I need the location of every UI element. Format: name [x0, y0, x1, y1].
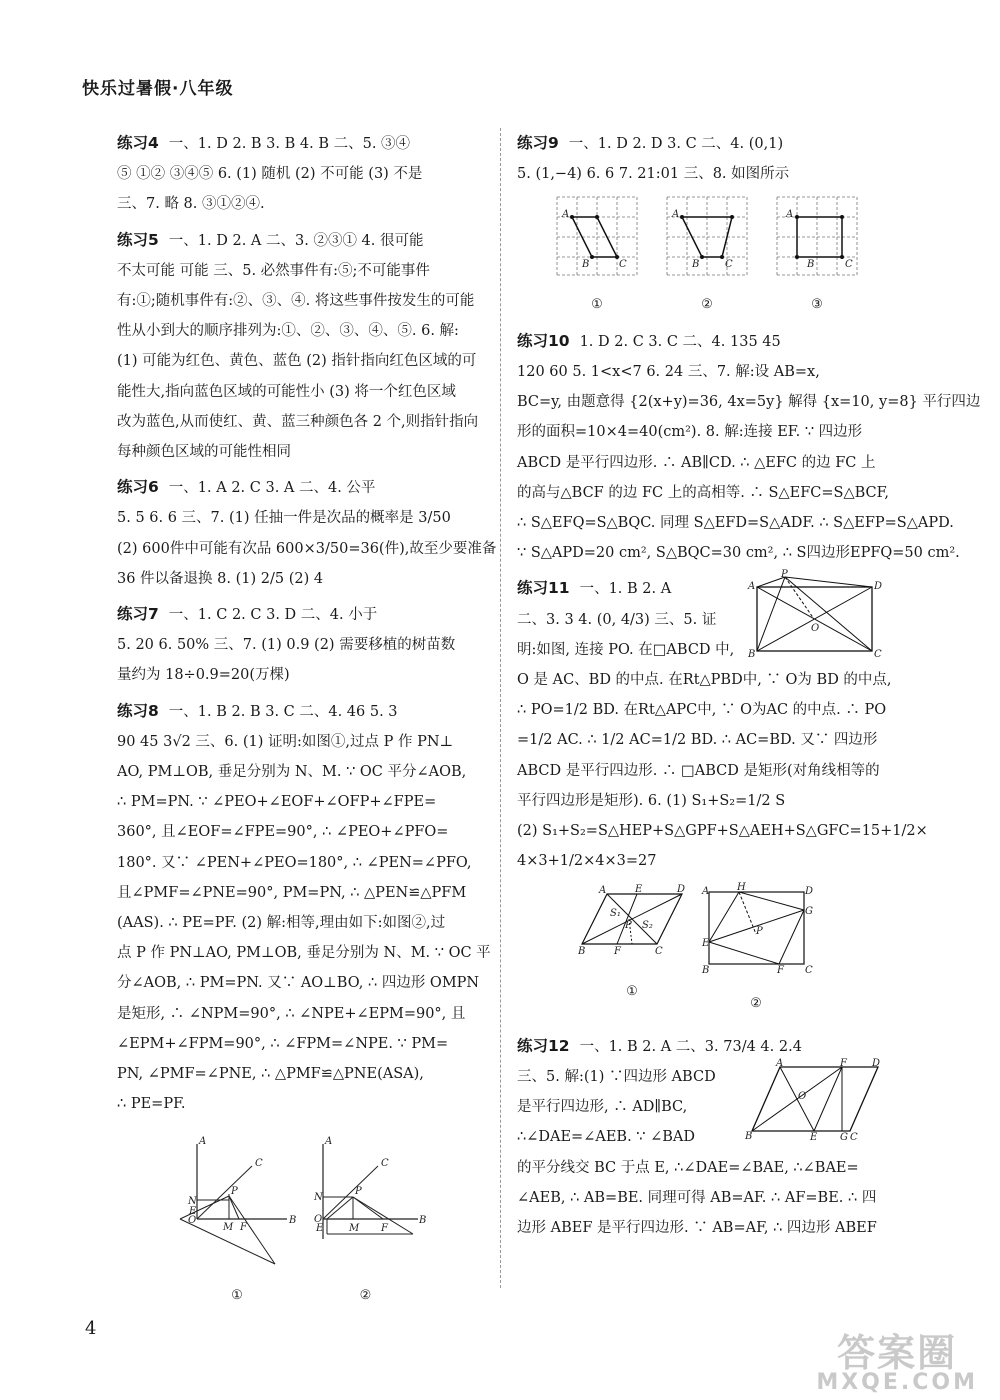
exercise-title: 练习7 [117, 605, 159, 624]
watermark-logo [816, 1331, 978, 1395]
answer-line: ABCD 是平行四边形. ∴ □ABCD 是矩形(对角线相等的 [517, 762, 880, 779]
figure-caption: ② [701, 296, 713, 312]
svg-text:C: C [255, 1157, 263, 1169]
exercise-title: 练习12 [517, 1036, 570, 1055]
answer-line: 三、5. 解:(1) ∵四边形 ABCD [517, 1069, 716, 1086]
answer-line: 量约为 18÷0.9=20(万棵) [117, 667, 290, 684]
parallelogram-figure-1 [577, 884, 687, 1018]
svg-text:E: E [702, 938, 710, 950]
answer-line: 明:如图, 连接 PO. 在□ABCD 中, [517, 641, 735, 658]
svg-text:N: N [314, 1191, 323, 1203]
svg-text:B: B [748, 649, 756, 661]
svg-text:F: F [240, 1221, 247, 1233]
grid-square [772, 195, 862, 277]
answer-line: 一、1. D 2. A 二、3. ②③① 4. 很可能 [168, 232, 424, 249]
answer-line: ∠EPM+∠FPM=90°, ∴ ∠FPM=∠NPE. ∵ PM= [117, 1035, 449, 1052]
svg-text:A: A [672, 209, 680, 221]
geometry-figure [303, 1134, 428, 1269]
svg-text:D: D [874, 581, 883, 593]
answer-line: 是矩形, ∴ ∠NPM=90°, ∴ ∠NPE+∠EPM=90°, 且 [117, 1005, 466, 1022]
answer-line: 改为蓝色,从而使红、黄、蓝三种颜色各 2 个,则指针指向 [117, 413, 479, 430]
answer-line: 能性大,指向蓝色区域的可能性小 (3) 将一个红色区域 [117, 383, 456, 400]
svg-text:C: C [725, 259, 733, 271]
svg-text:S₂: S₂ [642, 920, 653, 932]
answer-line: (AAS). ∴ PE=PF. (2) 解:相等,理由如下:如图②,过 [117, 915, 446, 932]
answer-line: 4×3+1/2×4×3=27 [517, 853, 657, 870]
answer-line: 1. D 2. C 3. C 二、4. 135 45 [579, 333, 781, 350]
answer-line: 180°. 又∵ ∠PEN+∠PEO=180°, ∴ ∠PEN=∠PFO, [117, 854, 472, 871]
svg-text:S₁: S₁ [610, 908, 621, 920]
svg-text:E: E [189, 1205, 197, 1217]
svg-text:A: A [702, 886, 710, 898]
answer-line: 性从小到大的顺序排列为:①、②、③、④、⑤. 6. 解: [117, 323, 459, 340]
figure-caption: ① [591, 296, 603, 312]
svg-text:E: E [635, 884, 643, 896]
svg-text:D: D [872, 1057, 881, 1069]
answer-line: 一、1. B 2. B 3. C 二、4. 46 5. 3 [168, 703, 398, 720]
svg-text:F: F [777, 965, 784, 977]
answer-line: 120 60 5. 1<x<7 6. 24 三、7. 解:设 AB=x, [517, 364, 820, 381]
svg-text:B: B [702, 965, 710, 977]
svg-text:P: P [781, 569, 788, 581]
answer-line: 一、1. D 2. B 3. B 4. B 二、5. ③④ [168, 136, 411, 152]
exercise-4 [117, 128, 482, 220]
exercise-8 [117, 696, 491, 1120]
exercise-title: 练习5 [117, 230, 159, 249]
svg-text:F: F [614, 946, 621, 958]
answer-line: 的高与△BCF 的边 FC 上的高相等. ∴ S△EFC=S△BCF, [517, 484, 890, 501]
exercise-title: 练习8 [117, 701, 159, 720]
exercise-title: 练习11 [517, 579, 570, 598]
svg-text:P: P [355, 1185, 362, 1197]
svg-text:A: A [562, 209, 570, 221]
figure-caption: ② [359, 1287, 372, 1303]
grid-figure-2 [662, 195, 752, 319]
svg-text:N: N [188, 1195, 197, 1207]
right-column [517, 128, 981, 1248]
answer-line: 平行四边形是矩形). 6. (1) S₁+S₂=1/2 S [517, 792, 786, 809]
svg-text:A: A [325, 1135, 333, 1147]
parallelogram-figure [742, 1057, 882, 1143]
answer-line: ∵ S△APD=20 cm², S△BQC=30 cm², ∴ S四边形EPFQ=50 cm². [517, 545, 960, 562]
figure-caption: ① [626, 983, 638, 999]
svg-text:O: O [798, 1090, 807, 1102]
exercise-title: 练习6 [117, 478, 159, 497]
figure-angle-bisector-2 [303, 1134, 428, 1311]
svg-text:G: G [805, 906, 813, 918]
svg-text:C: C [381, 1157, 389, 1169]
exercise-8-figures [177, 1134, 482, 1311]
exercise-5 [117, 225, 482, 468]
svg-text:B: B [582, 259, 590, 271]
answer-line: ∴ S△EFQ=S△BQC. 同理 S△EFD=S△ADF. ∴ S△EFP=S△APD. [517, 515, 954, 532]
column-divider [500, 128, 501, 1288]
answer-line: 分∠AOB, ∴ PM=PN. 又∵ AO⊥BO, ∴ 四边形 OMPN [117, 975, 480, 992]
exercise-title: 练习10 [517, 331, 570, 350]
exercise-11-figures [577, 884, 882, 1018]
exercise-6 [117, 472, 497, 594]
left-column [117, 128, 497, 1317]
svg-text:O: O [188, 1214, 197, 1226]
answer-line: 360°, 且∠EOF=∠FPE=90°, ∴ ∠PEO+∠PFO= [117, 824, 449, 841]
svg-text:B: B [745, 1130, 753, 1142]
svg-text:P: P [625, 920, 632, 932]
answer-line: (2) S₁+S₂=S△HEP+S△GPF+S△AEH+S△GFC=15+1/2× [517, 823, 928, 840]
answer-line: ABCD 是平行四边形. ∴ AB∥CD. ∴ △EFC 的边 FC 上 [517, 454, 876, 471]
answer-line: =1/2 AC. ∴ 1/2 AC=1/2 BD. ∴ AC=BD. 又∵ 四边形 [517, 732, 878, 749]
answer-line: 5. 20 6. 50% 三、7. (1) 0.9 (2) 需要移植的树苗数 [117, 637, 456, 654]
svg-text:O: O [811, 623, 820, 635]
svg-text:A: A [786, 209, 794, 221]
answer-line: ∴ PM=PN. ∵ ∠PEO+∠EOF+∠OFP+∠FPE= [117, 794, 437, 811]
answer-line: 有:①;随机事件有:②、③、④. 将这些事件按发生的可能 [117, 293, 475, 310]
geometry-figure [577, 884, 687, 964]
svg-text:P: P [231, 1185, 238, 1197]
answer-line: ∴∠DAE=∠AEB. ∵ ∠BAD [517, 1129, 696, 1146]
answer-line: 不太可能 可能 三、5. 必然事件有:⑤;不可能事件 [117, 262, 430, 279]
svg-text:C: C [874, 649, 882, 661]
answer-line: 36 件以备退换 8. (1) 2/5 (2) 4 [117, 570, 324, 587]
answer-line: 一、1. B 2. A [579, 581, 672, 598]
exercise-11 [517, 569, 928, 876]
answer-line: 一、1. D 2. D 3. C 二、4. (0,1) [568, 136, 784, 152]
svg-text:C: C [805, 965, 813, 977]
answer-line: ⑤ ①② ③④⑤ 6. (1) 随机 (2) 不可能 (3) 不是 [117, 166, 423, 183]
grid-parallelogram [552, 195, 642, 277]
answer-line: 是平行四边形, ∴ AD∥BC, [517, 1099, 688, 1116]
answer-line: 5. (1,−4) 6. 6 7. 21:01 三、8. 如图所示 [517, 166, 790, 183]
answer-line: BC=y, 由题意得 {2(x+y)=36, 4x=5y} 解得 {x=10, y=8} 平行四边 [517, 394, 981, 411]
svg-text:F: F [840, 1057, 847, 1069]
answer-line: 点 P 作 PN⊥AO, PM⊥OB, 垂足分别为 N、M. ∵ OC 平 [117, 945, 491, 962]
answer-line: ∴ PO=1/2 BD. 在Rt△APC中, ∵ O为AC 的中点. ∴ PO [517, 702, 887, 719]
answer-line: PN, ∠PMF=∠PNE, ∴ △PMF≌△PNE(ASA), [117, 1066, 424, 1083]
figure-angle-bisector-1 [177, 1134, 297, 1311]
watermark-text: 答案圈 [837, 1331, 958, 1375]
svg-text:D: D [805, 886, 814, 898]
answer-line: 二、3. 3 4. (0, 4/3) 三、5. 证 [517, 611, 717, 628]
svg-text:M: M [349, 1222, 360, 1234]
svg-text:E: E [810, 1131, 818, 1143]
svg-text:C: C [655, 946, 663, 958]
grid-figure-1 [552, 195, 642, 319]
svg-text:O: O [314, 1213, 323, 1225]
answer-line: O 是 AC、BD 的中点. 在Rt△PBD中, ∵ O为 BD 的中点, [517, 672, 892, 689]
svg-text:A: A [199, 1135, 207, 1147]
answer-line: 每种颜色区域的可能性相同 [117, 444, 291, 461]
svg-text:G: G [840, 1131, 848, 1143]
geometry-figure [701, 882, 814, 977]
answer-line: 形的面积=10×4=40(cm²). 8. 解:连接 EF. ∵ 四边形 [517, 424, 863, 441]
answer-line: 5. 5 6. 6 三、7. (1) 任抽一件是次品的概率是 3/50 [117, 510, 451, 527]
exercise-7 [117, 599, 482, 691]
grid-trapezoid [662, 195, 752, 277]
svg-text:C: C [850, 1131, 858, 1143]
svg-text:B: B [419, 1214, 427, 1226]
answer-line: 边形 ABEF 是平行四边形. ∵ AB=AF, ∴ 四边形 ABEF [517, 1220, 877, 1237]
svg-text:P: P [756, 926, 763, 938]
svg-text:D: D [677, 884, 686, 896]
svg-text:C: C [845, 259, 853, 271]
figure-caption: ① [231, 1287, 243, 1303]
svg-text:C: C [619, 259, 627, 271]
exercise-9-figures [552, 195, 882, 319]
answer-line: 且∠PMF=∠PNE=90°, PM=PN, ∴ △PEN≌△PFM [117, 884, 467, 901]
svg-text:F: F [381, 1222, 388, 1234]
answer-line: ∠AEB, ∴ AB=BE. 同理可得 AB=AF. ∴ AF=BE. ∴ 四 [517, 1189, 877, 1206]
svg-text:B: B [578, 946, 586, 958]
exercise-10 [517, 326, 981, 569]
geometry-figure [177, 1134, 297, 1269]
rectangle-figure-2 [701, 882, 814, 1018]
grid-figure-3 [772, 195, 862, 319]
running-header: 快乐过暑假·八年级 [82, 79, 234, 99]
svg-text:A: A [599, 885, 607, 897]
figure-caption: ③ [811, 296, 823, 312]
answer-line: 的平分线交 BC 于点 E, ∴∠DAE=∠BAE, ∴∠BAE= [517, 1159, 859, 1176]
answer-line: (1) 可能为红色、黄色、蓝色 (2) 指针指向红色区域的可 [117, 353, 477, 370]
answer-line: AO, PM⊥OB, 垂足分别为 N、M. ∵ OC 平分∠AOB, [117, 764, 467, 781]
answer-line: (2) 600件中可能有次品 600×3/50=36(件),故至少要准备 [117, 540, 497, 557]
svg-text:B: B [289, 1214, 297, 1226]
answer-line: 一、1. C 2. C 3. D 二、4. 小于 [168, 607, 378, 624]
svg-text:B: B [807, 259, 815, 271]
answer-line: 90 45 3√2 三、6. (1) 证明:如图①,过点 P 作 PN⊥ [117, 733, 454, 750]
svg-text:B: B [692, 259, 700, 271]
answer-line: 三、7. 略 8. ③①②④. [117, 196, 265, 213]
answer-line: ∴ PE=PF. [117, 1096, 186, 1113]
figure-caption: ② [750, 995, 762, 1011]
rectangle-figure [747, 569, 883, 661]
exercise-12 [517, 1031, 882, 1243]
svg-text:E: E [316, 1222, 324, 1234]
watermark-url: MXQE.COM [816, 1370, 978, 1395]
answer-line: 一、1. A 2. C 3. A 二、4. 公平 [168, 480, 376, 497]
svg-text:H: H [737, 882, 746, 894]
page-number: 4 [85, 1318, 97, 1339]
svg-text:A: A [748, 581, 756, 593]
svg-text:M: M [223, 1221, 234, 1233]
exercise-title: 练习4 [117, 134, 159, 152]
svg-text:A: A [776, 1057, 784, 1069]
exercise-9 [517, 128, 882, 189]
answer-line: 一、1. B 2. A 二、3. 73/4 4. 2.4 [579, 1038, 802, 1055]
exercise-title: 练习9 [517, 134, 559, 152]
